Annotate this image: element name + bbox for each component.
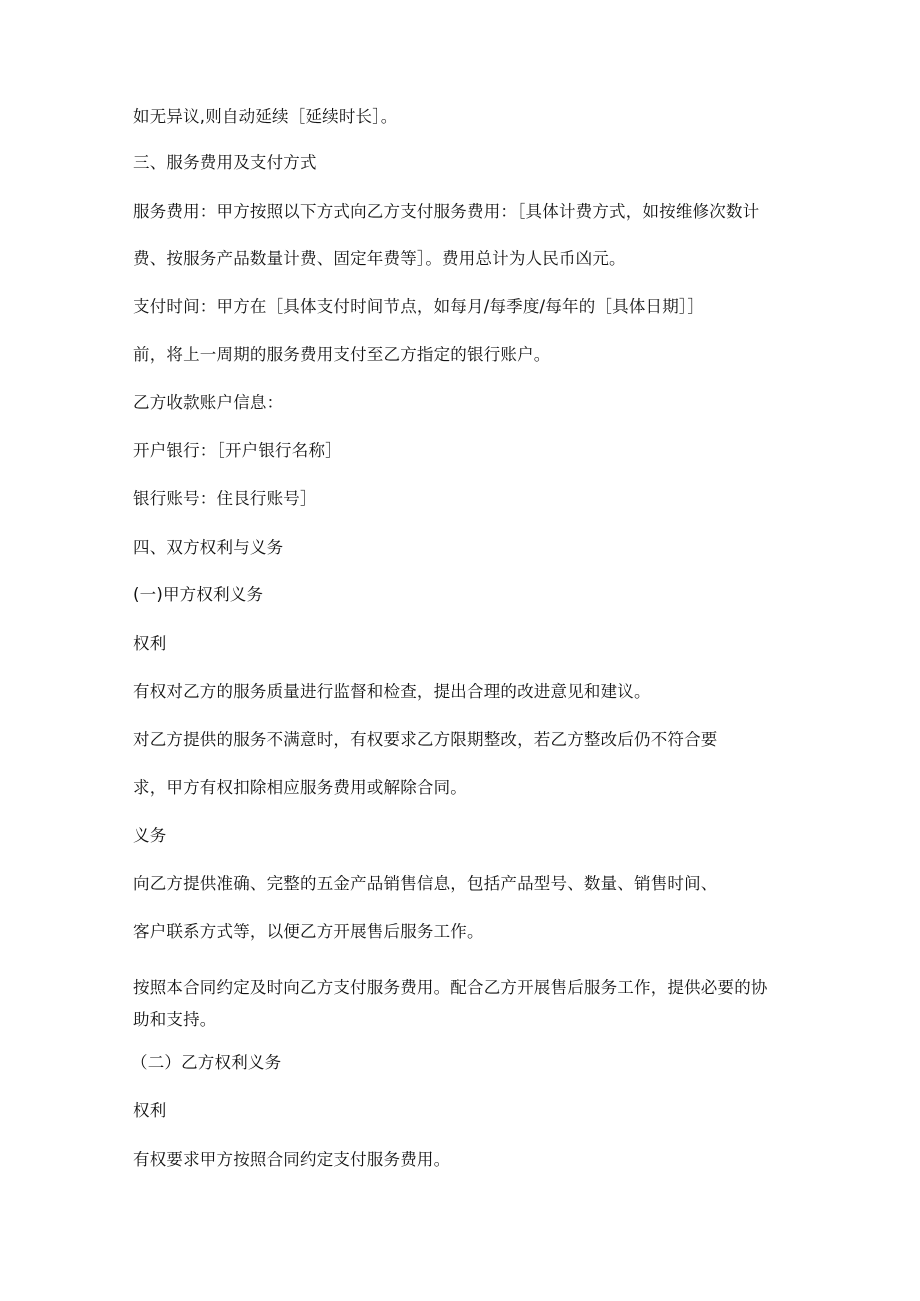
label-rights-b: 权利	[133, 1101, 167, 1120]
paragraph-payment-time-line1: 支付时间：甲方在［具体支付时间节点，如每月/每季度/每年的［具体日期］］	[133, 297, 705, 316]
field-bank-name: 开户银行：［开户银行名称］	[133, 441, 342, 460]
paragraph-obligation-a-2-line2: 助和支持。	[133, 1010, 217, 1029]
paragraph-obligation-a-1-line2: 客户联系方式等，以便乙方开展售后服务工作。	[133, 922, 484, 941]
paragraph-obligation-a-1-line1: 向乙方提供准确、完整的五金产品销售信息，包括产品型号、数量、销售时间、	[133, 874, 718, 893]
paragraph-right-a-1: 有权对乙方的服务质量进行监督和检查，提出合理的改进意见和建议。	[133, 682, 651, 701]
paragraph-auto-renewal: 如无异议,则自动延续［延续时长］。	[133, 107, 398, 126]
subheading-party-a: (一)甲方权利义务	[133, 585, 264, 604]
label-rights-a: 权利	[133, 634, 167, 653]
section-heading-rights: 四、双方权利与义务	[133, 538, 284, 557]
section-heading-fees: 三、服务费用及支付方式	[133, 153, 317, 172]
paragraph-right-b-1: 有权要求甲方按照合同约定支付服务费用。	[133, 1150, 451, 1169]
paragraph-payment-time-line2: 前，将上一周期的服务费用支付至乙方指定的银行账户。	[133, 345, 551, 364]
label-account-info: 乙方收款账户信息：	[133, 393, 284, 412]
paragraph-right-a-2-line1: 对乙方提供的服务不满意时，有权要求乙方限期整改，若乙方整改后仍不符合要	[133, 730, 718, 749]
label-obligations-a: 义务	[133, 826, 167, 845]
paragraph-service-fee-line2: 费、按服务产品数量计费、固定年费等］。费用总计为人民币凶元。	[133, 249, 626, 268]
subheading-party-b: （二）乙方权利义务	[131, 1053, 282, 1072]
paragraph-right-a-2-line2: 求，甲方有权扣除相应服务费用或解除合同。	[133, 778, 467, 797]
field-bank-account: 银行账号：住艮行账号］	[133, 489, 317, 508]
paragraph-obligation-a-2-line1: 按照本合同约定及时向乙方支付服务费用。配合乙方开展售后服务工作，提供必要的协	[133, 978, 768, 997]
paragraph-service-fee-line1: 服务费用：甲方按照以下方式向乙方支付服务费用：［具体计费方式，如按维修次数计	[133, 202, 760, 221]
